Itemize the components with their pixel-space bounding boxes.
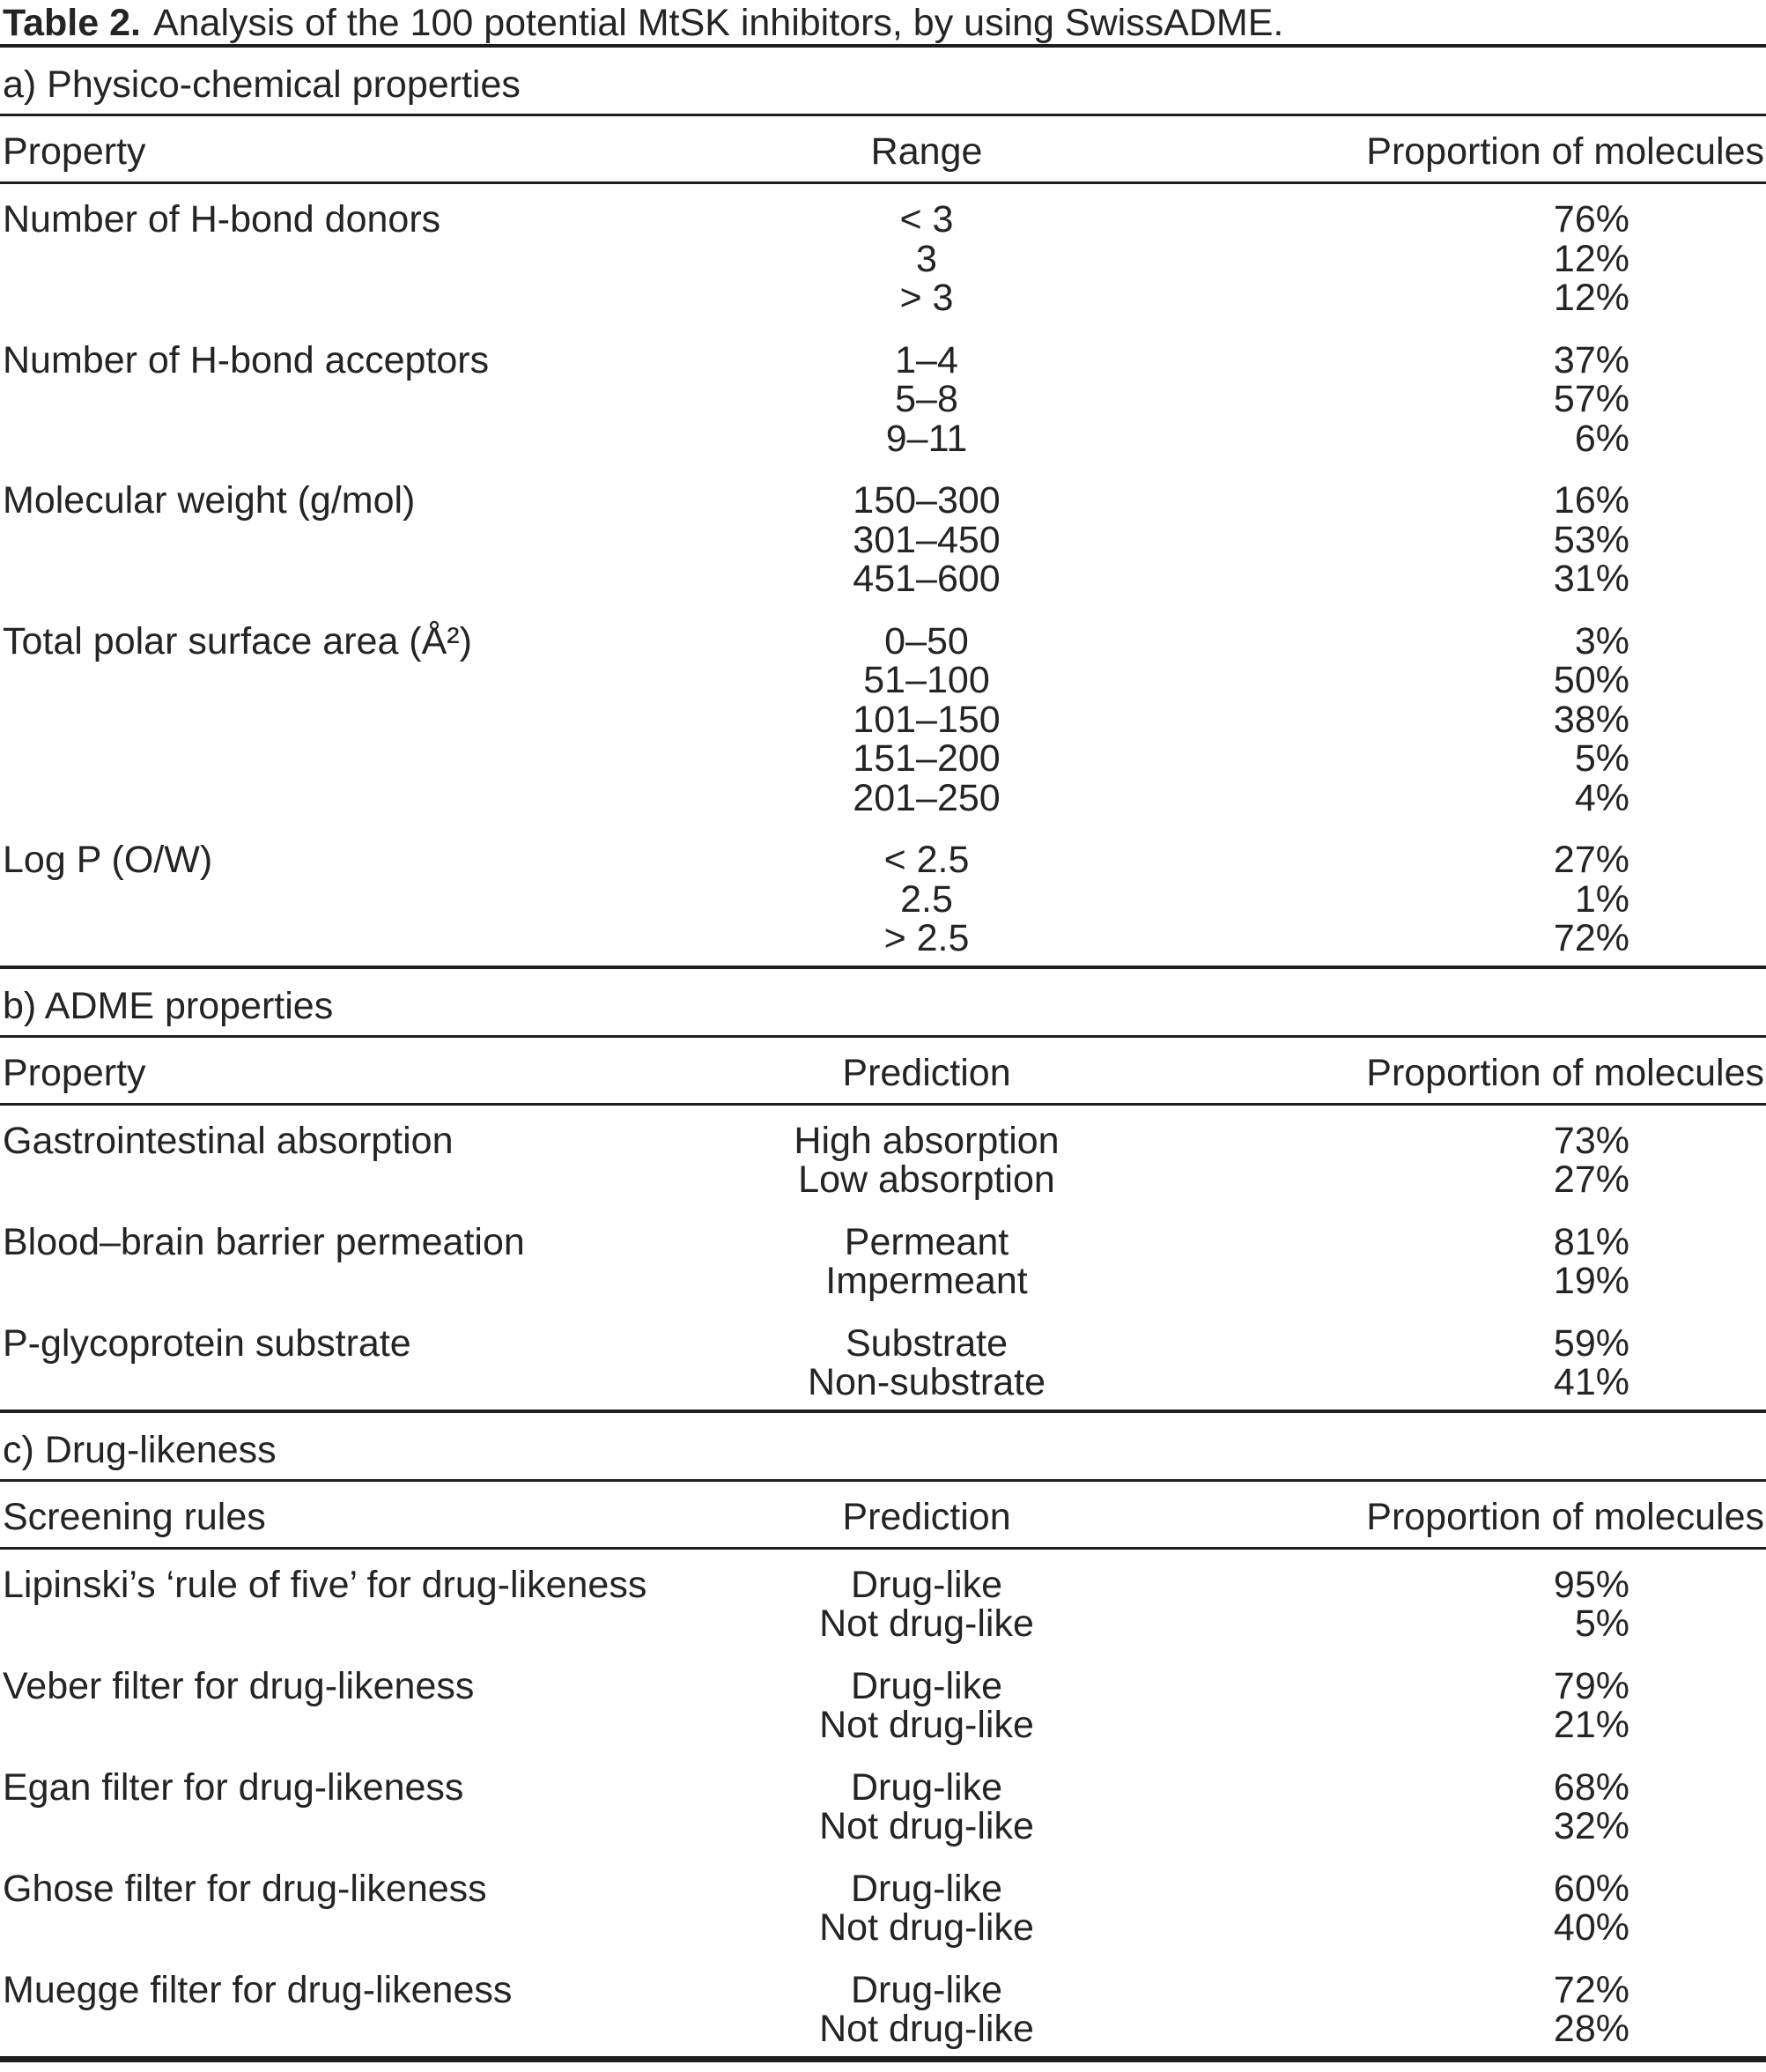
table-row xyxy=(0,776,1766,819)
table-row xyxy=(0,1706,1766,1745)
proportion-value: 40% xyxy=(1553,1906,1629,1949)
property-group xyxy=(0,1968,1766,2050)
property-label: Blood–brain barrier permeation xyxy=(3,1220,525,1263)
range-value: 101–150 xyxy=(853,698,1001,741)
column-header-row xyxy=(0,116,1766,181)
table-sections xyxy=(0,48,1766,2056)
proportion-value: 53% xyxy=(1553,518,1629,561)
property-group xyxy=(0,1765,1766,1847)
column-header-prediction: Prediction xyxy=(842,1051,1011,1094)
property-label: Molecular weight (g/mol) xyxy=(3,479,416,522)
proportion-value: 37% xyxy=(1553,338,1629,381)
proportion-value: 31% xyxy=(1553,558,1629,600)
prediction-value: Drug-like xyxy=(850,1765,1003,1809)
table-row xyxy=(0,1321,1766,1365)
table-row xyxy=(0,1908,1766,1948)
column-header-row xyxy=(0,1038,1766,1103)
proportion-value: 57% xyxy=(1553,378,1629,420)
table-row xyxy=(0,1869,1766,1909)
range-value: > 3 xyxy=(899,277,954,319)
proportion-value: 3% xyxy=(1574,619,1629,662)
table-row xyxy=(0,877,1766,921)
proportion-value: 95% xyxy=(1553,1563,1629,1606)
proportion-value: 41% xyxy=(1553,1361,1629,1403)
table-row xyxy=(0,1363,1766,1402)
property-label: Veber filter for drug-likeness xyxy=(3,1664,475,1707)
table-row xyxy=(0,1664,1766,1707)
section-c-label: c) Drug-likeness xyxy=(3,1428,277,1471)
table-row xyxy=(0,1160,1766,1200)
proportion-value: 73% xyxy=(1553,1119,1629,1162)
proportion-value: 5% xyxy=(1574,1602,1629,1645)
prediction-value: Not drug-like xyxy=(819,1906,1034,1949)
table-row xyxy=(0,1220,1766,1263)
column-header-proportion: Proportion of molecules xyxy=(1366,1051,1764,1094)
range-value: 1–4 xyxy=(895,338,958,381)
property-label: Ghose filter for drug-likeness xyxy=(3,1867,487,1910)
table-row xyxy=(0,200,1766,240)
proportion-value: 32% xyxy=(1553,1805,1629,1847)
property-label: Log P (O/W) xyxy=(3,839,213,881)
table-row xyxy=(0,237,1766,280)
range-value: 201–250 xyxy=(853,776,1001,819)
proportion-value: 27% xyxy=(1553,839,1629,881)
horizontal-rule-bottom xyxy=(0,2056,1766,2062)
proportion-value: 19% xyxy=(1553,1260,1629,1302)
proportion-value: 60% xyxy=(1553,1867,1629,1910)
property-label: Number of H-bond donors xyxy=(3,198,441,240)
column-header-proportion: Proportion of molecules xyxy=(1366,1495,1764,1538)
prediction-value: Not drug-like xyxy=(819,2008,1034,2050)
section-c-rows xyxy=(0,1550,1766,2056)
column-header-screening-rules: Screening rules xyxy=(3,1495,266,1538)
range-value: 51–100 xyxy=(863,659,990,701)
column-header-proportion: Proportion of molecules xyxy=(1366,130,1764,173)
prediction-value: Drug-like xyxy=(850,1867,1003,1910)
table-row xyxy=(0,1765,1766,1809)
column-header-row xyxy=(0,1482,1766,1547)
table-caption-text: Analysis of the 100 potential MtSK inhibitors, by using SwissADME. xyxy=(152,2,1284,44)
property-label: P-glycoprotein substrate xyxy=(3,1321,411,1365)
prediction-value: Low absorption xyxy=(798,1158,1055,1201)
table-row xyxy=(0,661,1766,700)
range-value: 3 xyxy=(916,237,937,280)
table-row xyxy=(0,518,1766,561)
range-value: > 2.5 xyxy=(883,917,970,959)
property-group xyxy=(0,1869,1766,1948)
range-value: 151–200 xyxy=(853,737,1001,780)
column-header-prediction: Prediction xyxy=(842,1495,1011,1538)
range-value: < 2.5 xyxy=(883,839,970,881)
property-group xyxy=(0,1565,1766,1644)
table-row xyxy=(0,619,1766,662)
column-header-range: Range xyxy=(870,130,983,173)
proportion-value: 28% xyxy=(1553,2008,1629,2050)
table-row xyxy=(0,739,1766,779)
column-header-property: Property xyxy=(3,130,146,173)
table-row xyxy=(0,559,1766,599)
table-row xyxy=(0,2009,1766,2049)
table-row xyxy=(0,338,1766,381)
property-label: Lipinski’s ‘rule of five’ for drug-likeness xyxy=(3,1563,647,1606)
property-label: Total polar surface area (Å²) xyxy=(3,619,472,662)
property-label: Number of H-bond acceptors xyxy=(3,338,490,381)
property-group xyxy=(0,1321,1766,1403)
proportion-value: 5% xyxy=(1574,737,1629,780)
section-b-label: b) ADME properties xyxy=(3,984,334,1027)
table-row xyxy=(0,1807,1766,1846)
table-row xyxy=(0,481,1766,521)
range-value: 9–11 xyxy=(885,417,968,460)
table-row xyxy=(0,419,1766,459)
column-header-property: Property xyxy=(3,1051,146,1094)
proportion-value: 68% xyxy=(1553,1765,1629,1809)
table-caption-number: Table 2. xyxy=(3,2,141,44)
property-group xyxy=(0,1220,1766,1302)
proportion-value: 12% xyxy=(1553,237,1629,280)
prediction-value: Substrate xyxy=(845,1321,1009,1365)
range-value: 5–8 xyxy=(895,378,958,420)
property-label: Egan filter for drug-likeness xyxy=(3,1765,464,1809)
prediction-value: High absorption xyxy=(794,1119,1060,1162)
table-row xyxy=(0,1565,1766,1605)
property-group xyxy=(0,1121,1766,1200)
section-a-label: a) Physico-chemical properties xyxy=(3,63,521,106)
table-row xyxy=(0,840,1766,880)
section-a-rows xyxy=(0,184,1766,966)
prediction-value: Non-substrate xyxy=(807,1361,1046,1403)
proportion-value: 72% xyxy=(1553,1968,1629,2011)
property-group xyxy=(0,1664,1766,1746)
property-group xyxy=(0,200,1766,318)
prediction-value: Not drug-like xyxy=(819,1602,1034,1645)
proportion-value: 81% xyxy=(1553,1220,1629,1263)
range-value: 301–450 xyxy=(853,518,1001,561)
proportion-value: 27% xyxy=(1553,1158,1629,1201)
range-value: 2.5 xyxy=(900,877,953,921)
proportion-value: 72% xyxy=(1553,917,1629,959)
prediction-value: Permeant xyxy=(844,1220,1009,1263)
prediction-value: Drug-like xyxy=(850,1664,1003,1707)
proportion-value: 16% xyxy=(1553,479,1629,522)
table-row xyxy=(0,1604,1766,1644)
range-value: 0–50 xyxy=(884,619,969,662)
table-row xyxy=(0,1262,1766,1301)
property-label: Muegge filter for drug-likeness xyxy=(3,1968,513,2011)
proportion-value: 4% xyxy=(1574,776,1629,819)
prediction-value: Drug-like xyxy=(850,1563,1003,1606)
range-value: 451–600 xyxy=(853,558,1001,600)
table-row xyxy=(0,1968,1766,2011)
table-row xyxy=(0,700,1766,740)
property-group xyxy=(0,338,1766,460)
table-row xyxy=(0,1121,1766,1161)
property-label: Gastrointestinal absorption xyxy=(3,1119,454,1162)
prediction-value: Impermeant xyxy=(825,1260,1028,1302)
property-group xyxy=(0,481,1766,599)
proportion-value: 50% xyxy=(1553,659,1629,701)
prediction-value: Drug-like xyxy=(850,1968,1003,2011)
proportion-value: 6% xyxy=(1574,417,1629,460)
table-row xyxy=(0,919,1766,958)
range-value: < 3 xyxy=(899,198,954,240)
proportion-value: 21% xyxy=(1553,1704,1629,1746)
property-group xyxy=(0,619,1766,819)
table-row xyxy=(0,278,1766,318)
proportion-value: 1% xyxy=(1574,877,1629,921)
prediction-value: Not drug-like xyxy=(819,1805,1034,1847)
range-value: 150–300 xyxy=(853,479,1001,522)
prediction-value: Not drug-like xyxy=(819,1704,1034,1746)
table-row xyxy=(0,380,1766,419)
proportion-value: 79% xyxy=(1553,1664,1629,1707)
proportion-value: 76% xyxy=(1553,198,1629,240)
proportion-value: 12% xyxy=(1553,277,1629,319)
section-b-rows xyxy=(0,1106,1766,1410)
proportion-value: 38% xyxy=(1553,698,1629,741)
table-caption xyxy=(0,0,1766,44)
proportion-value: 59% xyxy=(1553,1321,1629,1365)
property-group xyxy=(0,840,1766,958)
